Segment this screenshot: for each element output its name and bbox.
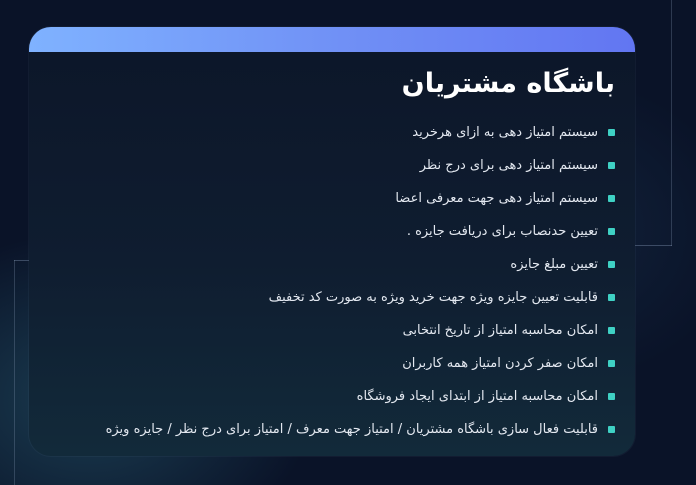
square-bullet-icon — [608, 195, 615, 202]
feature-item — [49, 116, 615, 149]
feature-text: امکان محاسبه امتیاز از تاریخ انتخابی — [402, 323, 598, 338]
feature-text: امکان صفر کردن امتیاز همه کاربران — [402, 356, 598, 371]
feature-list — [49, 116, 615, 446]
card-body — [29, 52, 635, 446]
feature-item — [49, 314, 615, 347]
feature-item — [49, 347, 615, 380]
feature-text: قابلیت تعیین جایزه ویژه جهت خرید ویژه به صورت کد تخفیف — [268, 290, 598, 305]
square-bullet-icon — [608, 393, 615, 400]
feature-item — [49, 248, 615, 281]
square-bullet-icon — [608, 261, 615, 268]
square-bullet-icon — [608, 426, 615, 433]
square-bullet-icon — [608, 294, 615, 301]
feature-text: سیستم امتیاز دهی برای درج نظر — [419, 158, 598, 173]
decorative-frame-line — [14, 260, 30, 261]
square-bullet-icon — [608, 228, 615, 235]
square-bullet-icon — [608, 327, 615, 334]
feature-item — [49, 281, 615, 314]
decorative-frame-line — [671, 0, 672, 246]
feature-text: تعیین حدنصاب برای دریافت جایزه . — [406, 224, 598, 239]
feature-item — [49, 413, 615, 446]
feature-item — [49, 149, 615, 182]
square-bullet-icon — [608, 360, 615, 367]
customer-club-card — [29, 27, 635, 456]
feature-text: سیستم امتیاز دهی به ازای هرخرید — [412, 125, 598, 140]
feature-text: امکان محاسبه امتیاز از ابتدای ایجاد فروشگاه — [356, 389, 598, 404]
decorative-frame-line — [14, 260, 15, 485]
feature-item — [49, 380, 615, 413]
square-bullet-icon — [608, 162, 615, 169]
card-title: باشگاه مشتریان — [401, 68, 615, 99]
square-bullet-icon — [608, 129, 615, 136]
card-header-bar — [29, 27, 635, 52]
feature-item — [49, 215, 615, 248]
feature-text: تعیین مبلغ جایزه — [510, 257, 598, 272]
feature-text: سیستم امتیاز دهی جهت معرفی اعضا — [395, 191, 598, 206]
decorative-frame-line — [634, 245, 672, 246]
feature-text: قابلیت فعال سازی باشگاه مشتریان / امتیاز جهت معرف / امتیاز برای درج نظر / جایزه ویژه — [105, 422, 598, 437]
feature-item — [49, 182, 615, 215]
